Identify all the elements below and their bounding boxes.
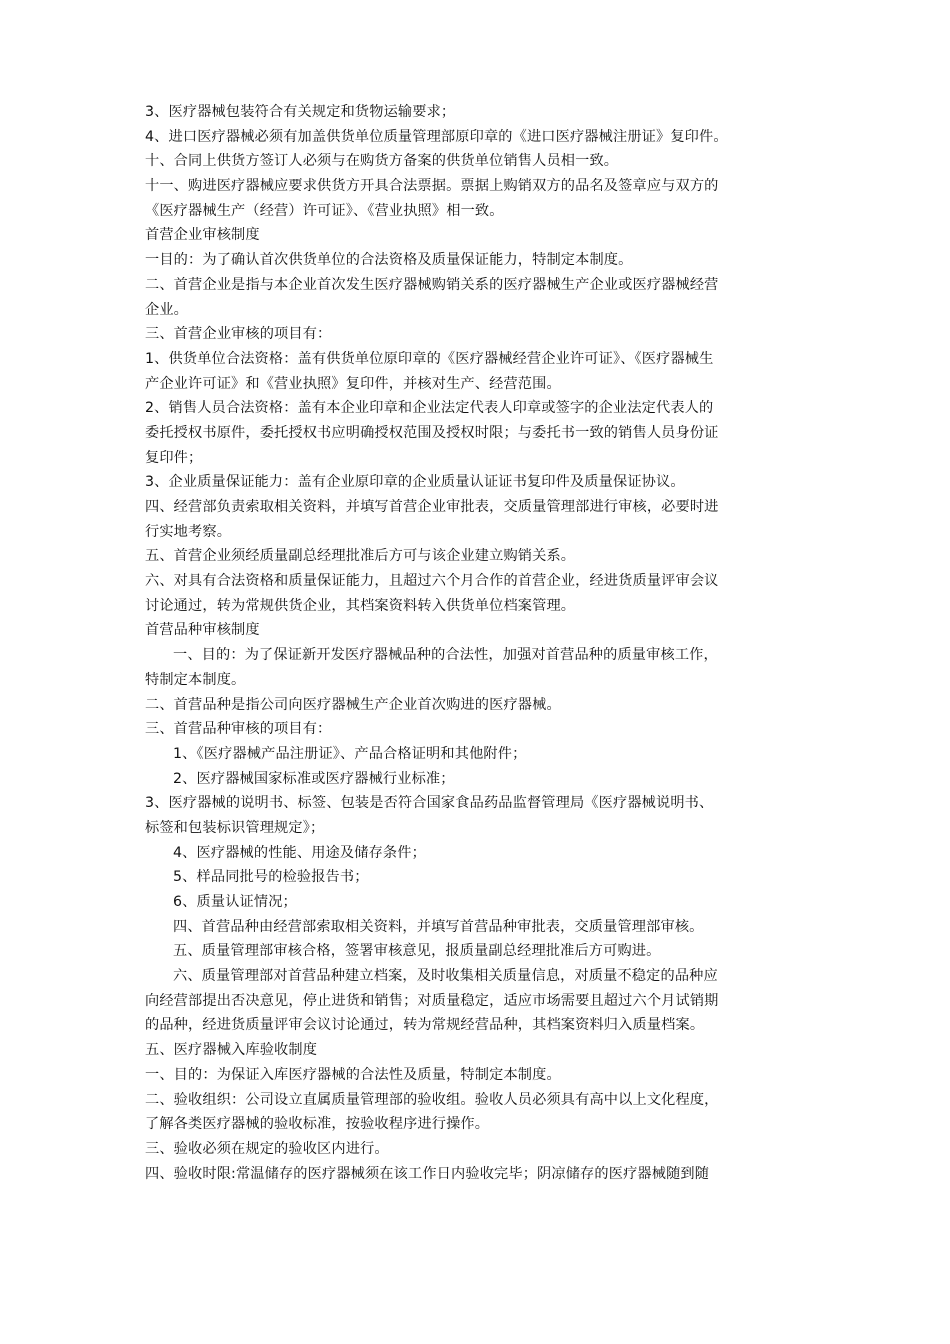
text-line: 3、医疗器械包装符合有关规定和货物运输要求； <box>145 104 456 120</box>
text-line: 5、样品同批号的检验报告书； <box>173 869 369 886</box>
text-line: 4、医疗器械的性能、用途及储存条件； <box>173 844 426 861</box>
text-line: 企业。 <box>145 301 189 318</box>
text-line: 四、首营品种由经营部索取相关资料，并填写首营品种审批表，交质量管理部审核。 <box>173 918 704 935</box>
text-line: 行实地考察。 <box>145 523 232 540</box>
text-line: 6、质量认证情况； <box>173 894 297 910</box>
text-line: 复印件； <box>145 449 203 466</box>
text-line: 标签和包装标识管理规定》； <box>145 819 325 836</box>
text-line: 向经营部提出否决意见，停止进货和销售；对质量稳定，适应市场需要且超过六个月试销期 <box>145 992 719 1009</box>
text-line: 2、销售人员合法资格：盖有本企业印章和企业法定代表人印章或签字的企业法定代表人的 <box>145 400 714 417</box>
document-body <box>145 100 813 1186</box>
text-line: 十一、购进医疗器械应要求供货方开具合法票据。票据上购销双方的品名及签章应与双方的 <box>145 178 719 195</box>
text-line: 《医疗器械生产（经营）许可证》、《营业执照》相一致。 <box>145 202 504 219</box>
text-line: 3、医疗器械的说明书、标签、包装是否符合国家食品药品监督管理局《医疗器械说明书、 <box>145 795 714 812</box>
text-line: 1、《医疗器械产品注册证》、产品合格证明和其他附件； <box>173 745 527 762</box>
text-line: 讨论通过，转为常规供货企业，其档案资料转入供货单位档案管理。 <box>145 597 576 614</box>
text-line: 3、企业质量保证能力：盖有企业原印章的企业质量认证证书复印件及质量保证协议。 <box>145 474 685 491</box>
text-line: 二、验收组织：公司设立直属质量管理部的验收组。验收人员必须具有高中以上文化程度， <box>145 1091 719 1108</box>
text-line: 十、合同上供货方签订人必须与在购货方备案的供货单位销售人员相一致。 <box>145 153 619 170</box>
text-line: 4、进口医疗器械必须有加盖供货单位质量管理部原印章的《进口医疗器械注册证》复印件。 <box>145 128 728 145</box>
text-line: 四、验收时限:常温储存的医疗器械须在该工作日内验收完毕；阴凉储存的医疗器械随到随 <box>145 1165 710 1182</box>
text-line: 六、质量管理部对首营品种建立档案，及时收集相关质量信息，对质量不稳定的品种应 <box>173 968 718 985</box>
text-line: 一、目的：为了保证新开发医疗器械品种的合法性，加强对首营品种的质量审核工作， <box>173 647 718 664</box>
text-line: 六、对具有合法资格和质量保证能力，且超过六个月合作的首营企业，经进货质量评审会议 <box>145 573 719 590</box>
text-line: 的品种，经进货质量评审会议讨论通过，转为常规经营品种，其档案资料归入质量档案。 <box>145 1017 705 1034</box>
text-line: 二、首营企业是指与本企业首次发生医疗器械购销关系的医疗器械生产企业或医疗器械经营 <box>145 276 719 293</box>
text-line: 产企业许可证》和《营业执照》复印件，并核对生产、经营范围。 <box>145 375 561 392</box>
section-heading: 首营企业审核制度 <box>145 227 260 244</box>
text-line: 三、首营企业审核的项目有： <box>145 326 332 343</box>
text-line: 了解各类医疗器械的验收标准，按验收程序进行操作。 <box>145 1116 490 1133</box>
text-line: 特制定本制度。 <box>145 671 246 688</box>
text-line: 五、质量管理部审核合格，签署审核意见，报质量副总经理批准后方可购进。 <box>173 943 661 960</box>
text-line: 二、首营品种是指公司向医疗器械生产企业首次购进的医疗器械。 <box>145 696 561 713</box>
text-line: 1、供货单位合法资格：盖有供货单位原印章的《医疗器械经营企业许可证》、《医疗器械生 <box>145 350 714 367</box>
text-line: 一、目的：为保证入库医疗器械的合法性及质量，特制定本制度。 <box>145 1066 561 1083</box>
section-heading: 五、医疗器械入库验收制度 <box>145 1042 318 1059</box>
section-heading: 首营品种审核制度 <box>145 622 260 639</box>
text-line: 三、验收必须在规定的验收区内进行。 <box>145 1140 389 1157</box>
text-line: 三、首营品种审核的项目有： <box>145 721 332 738</box>
text-line: 五、首营企业须经质量副总经理批准后方可与该企业建立购销关系。 <box>145 548 576 565</box>
text-line: 一目的：为了确认首次供货单位的合法资格及质量保证能力，特制定本制度。 <box>145 252 633 269</box>
text-line: 2、医疗器械国家标准或医疗器械行业标准； <box>173 770 455 787</box>
text-line: 委托授权书原件，委托授权书应明确授权范围及授权时限；与委托书一致的销售人员身份证 <box>145 424 719 441</box>
text-line: 四、经营部负责索取相关资料，并填写首营企业审批表，交质量管理部进行审核，必要时进 <box>145 499 719 515</box>
